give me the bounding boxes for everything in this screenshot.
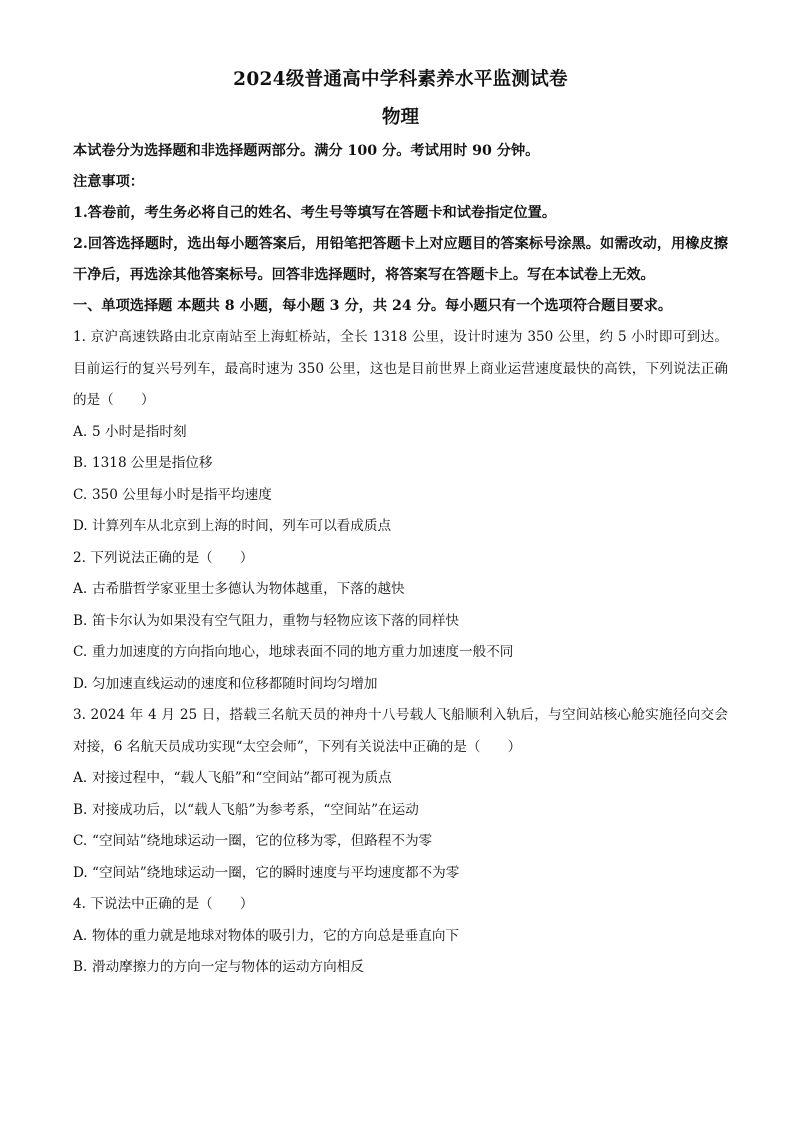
option-c <box>73 826 728 858</box>
option-c <box>73 480 728 512</box>
option-letter: A. <box>73 423 88 440</box>
question-4 <box>73 889 728 984</box>
option-text: “空间站”绕地球运动一圈，它的瞬时速度与平均速度都不为零 <box>92 864 460 881</box>
option-text: 笛卡尔认为如果没有空气阻力，重物与轻物应该下落的同样快 <box>92 612 460 629</box>
option-letter: C. <box>73 486 88 503</box>
option-text: 匀加速直线运动的速度和位移都随时间均匀增加 <box>92 675 378 692</box>
option-b <box>73 795 728 827</box>
option-text: 滑动摩擦力的方向一定与物体的运动方向相反 <box>92 959 364 975</box>
option-text: 物体的重力就是地球对物体的吸引力，它的方向总是垂直向下 <box>92 927 460 944</box>
question-3 <box>73 700 728 889</box>
question-2 <box>73 543 728 701</box>
option-letter: B. <box>73 959 88 975</box>
option-b <box>73 952 728 984</box>
section-heading: 一、单项选择题 本题共 8 小题，每小题 3 分，共 24 分。每小题只有一个选项符合题目要求。 <box>73 298 673 314</box>
option-c <box>73 637 728 669</box>
option-letter: C. <box>73 644 88 660</box>
option-b <box>73 448 728 480</box>
option-text: 350 公里每小时是指平均速度 <box>92 486 272 503</box>
option-d <box>73 669 728 701</box>
option-text: 1318 公里是指位移 <box>92 455 213 471</box>
option-d <box>73 511 728 543</box>
option-text: 对接过程中，“载人飞船”和“空间站”都可视为质点 <box>92 770 392 786</box>
option-a <box>73 763 728 795</box>
note-2: 2.回答选择题时，选出每小题答案后，用铅笔把答题卡上对应题目的答案标号涂黑。如需改动，用橡皮擦干净后，再选涂其他答案标号。回答非选择题时，将答案写在答题卡上。写在本试卷上无效。 <box>73 236 728 283</box>
note-1: 1.答卷前，考生务必将自己的姓名、考生号等填写在答题卡和试卷指定位置。 <box>73 205 557 221</box>
option-text: 古希腊哲学家亚里士多德认为物体越重，下落的越快 <box>92 581 405 597</box>
option-text: 计算列车从北京到上海的时间，列车可以看成质点 <box>92 518 392 534</box>
option-text: “空间站”绕地球运动一圈，它的位移为零，但路程不为零 <box>92 833 433 849</box>
exam-title: 2024级普通高中学科素养水平监测试卷 <box>233 69 568 90</box>
option-letter: D. <box>73 675 88 692</box>
question-1 <box>73 322 728 543</box>
option-text: 重力加速度的方向指向地心，地球表面不同的地方重力加速度一般不同 <box>92 644 514 660</box>
option-letter: B. <box>73 612 88 629</box>
option-letter: B. <box>73 455 88 471</box>
option-letter: C. <box>73 833 88 849</box>
subject-title: 物理 <box>381 107 419 128</box>
question-stem: 2. 下列说法正确的是（ ） <box>73 549 254 566</box>
option-a <box>73 417 728 449</box>
question-stem: 4. 下说法中正确的是（ ） <box>73 896 254 912</box>
question-stem: 1. 京沪高速铁路由北京南站至上海虹桥站，全长 1318 公里，设计时速为 350 公里，约 5 小时即可到达。目前运行的复兴号列车，最高时速为 350 公里，这也是目前世界上商业运营速度最快的高铁，下列说法正确的是（ ） <box>73 329 728 408</box>
notes-heading: 注意事项： <box>73 174 144 190</box>
option-letter: D. <box>73 518 88 534</box>
option-a <box>73 921 728 953</box>
option-b <box>73 606 728 638</box>
option-d <box>73 858 728 890</box>
option-letter: D. <box>73 864 88 881</box>
option-text: 对接成功后，以“载人飞船”为参考系，“空间站”在运动 <box>92 801 419 818</box>
exam-summary: 本试卷分为选择题和非选择题两部分。满分 100 分。考试用时 90 分钟。 <box>73 143 540 159</box>
option-letter: B. <box>73 801 88 818</box>
option-text: 5 小时是指时刻 <box>92 423 187 440</box>
option-letter: A. <box>73 927 88 944</box>
option-letter: A. <box>73 770 88 786</box>
option-a <box>73 574 728 606</box>
question-stem: 3. 2024 年 4 月 25 日，搭载三名航天员的神舟十八号载人飞船顺利入轨后，与空间站核心舱实施径向交会对接，6 名航天员成功实现“太空会师”，下列有关说法中正确的是（ ） <box>73 707 728 755</box>
option-letter: A. <box>73 581 88 597</box>
